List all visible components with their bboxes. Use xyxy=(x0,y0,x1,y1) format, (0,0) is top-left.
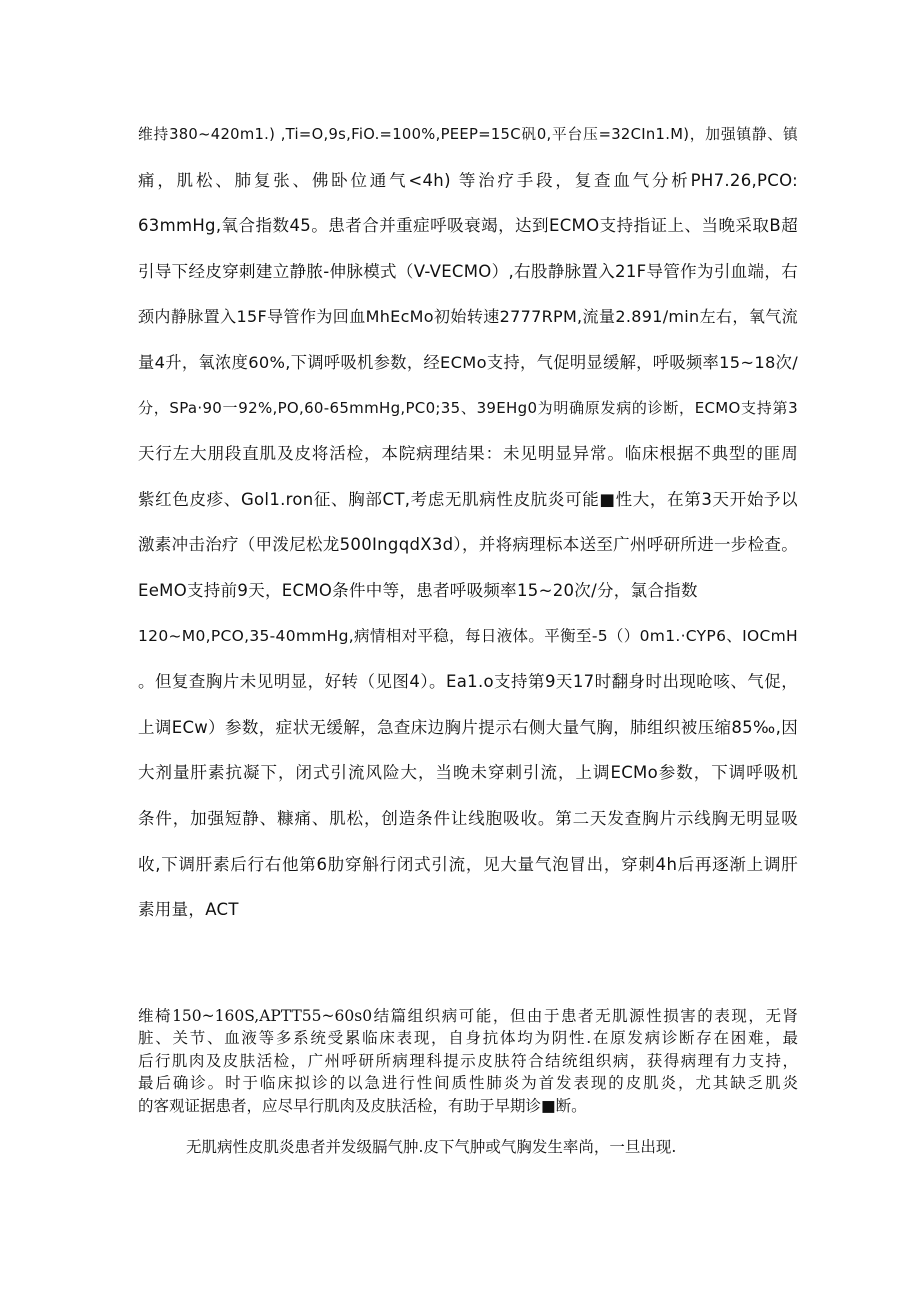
text-line: 维椅150~160S,APTT55~60s0结篇组织病可能，但由于患者无肌源性损害的表现，无肾 xyxy=(138,1007,798,1025)
text-line: 后行肌肉及皮肤活检，广州呼研所病理科提示皮肤符合结统组织病，获得病理有力支持， xyxy=(138,1051,798,1070)
closing-paragraph: 无肌病性皮肌炎患者并发级膈气肿.皮下气肿或气胸发生率尚，一旦出现. xyxy=(186,1138,677,1156)
diagnosis-discussion-paragraph xyxy=(138,1005,798,1117)
text-line: 素用量，ACT xyxy=(138,900,239,920)
case-report-main-paragraph xyxy=(138,112,798,933)
text-line: 条件，加强短静、糠痛、肌松，创造条件让线胞吸收。第二天发查胸片示线胸无明显吸 xyxy=(138,808,798,828)
text-line: 的客观证据患者，应尽早行肌肉及皮肤活检，有助于早期诊■断。 xyxy=(138,1096,587,1115)
text-line: 痛，肌松、肺复张、佛卧位通气<4h) 等治疗手段，复查血气分析PH7.26,PCO: xyxy=(138,170,798,190)
text-line: 120~M0,PCO,35-40mmHg,病情相对平稳，每日液体。平衡至-5（）0m1.·CYP6、IOCmH xyxy=(138,626,798,645)
text-line: 颈内静脉置入15F导管作为回血MhEcMo初始转速2777RPM,流量2.891∕min左右，氧气流 xyxy=(138,307,798,327)
text-line: 激素冲击治疗（甲泼尼松龙500IngqdX3d），并将病理标本送至广州呼研所进一步检查。 xyxy=(138,535,798,555)
text-line: 量4升，氧浓度60%,下调呼吸机参数，经ECMo支持，气促明显缓解，呼吸频率15~18次/ xyxy=(138,352,798,372)
text-line: 天行左大朋段直肌及皮将活检，本院病理结果：未见明显异常。临床根据不典型的匪周 xyxy=(138,444,798,464)
text-line: EeMO支持前9天，ECMO条件中等，患者呼吸频率15~20次/分，氯合指数 xyxy=(138,580,698,600)
text-line: 脏、关节、血液等多系统受累临床表现，自身抗体均为阴性.在原发病诊断存在困难，最 xyxy=(138,1029,798,1048)
text-line: 分，SPa·90一92%,PO,60-65mmHg,PC0;35、39EHg0为明确原发病的诊断，ECMO支持第3 xyxy=(138,398,798,417)
text-line: 收,下调肝素后行右他第6肋穿斛行闭式引流，见大量气泡冒出，穿刺4h后再逐渐上调肝 xyxy=(138,854,798,874)
text-line: 大剂量肝素抗凝下，闭式引流风险大，当晚未穿刺引流，上调ECMo参数，下调呼吸机 xyxy=(138,763,798,783)
text-line: 引导下经皮穿刺建立静脓-伸脉模式（V-VECMO）,右股静脉置入21F导管作为引血端，右 xyxy=(138,261,798,281)
text-line: 维持380~420m1.) ,Ti=O,9s,FiO.=100%,PEEP=15C矾0,平台压=32CIn1.M)，加强镇静、镇 xyxy=(138,126,798,143)
text-line: 最后确诊。时于临床拟诊的以急进行性间质性肺炎为首发表现的皮肌炎，尤其缺乏肌炎 xyxy=(138,1074,798,1093)
text-line: 。但复查胸片未见明显，好转（见图4）。Ea1.o支持第9天17时翻身时出现呛咳、气促， xyxy=(138,672,798,692)
text-line: 63mmHg,氧合指数45。患者合并重症呼吸衰竭，达到ECMO支持指证上、当晚采取B超 xyxy=(138,216,798,236)
text-line: 上调ECw）参数，症状无缓解，急查床边胸片提示右侧大量气胸，肺组织被压缩85‰,因 xyxy=(138,717,798,737)
text-line: 紫红色皮疹、Gol1.ron征、胸部CT,考虑无肌病性皮肮炎可能■性大，在第3天开始予以 xyxy=(138,489,798,509)
